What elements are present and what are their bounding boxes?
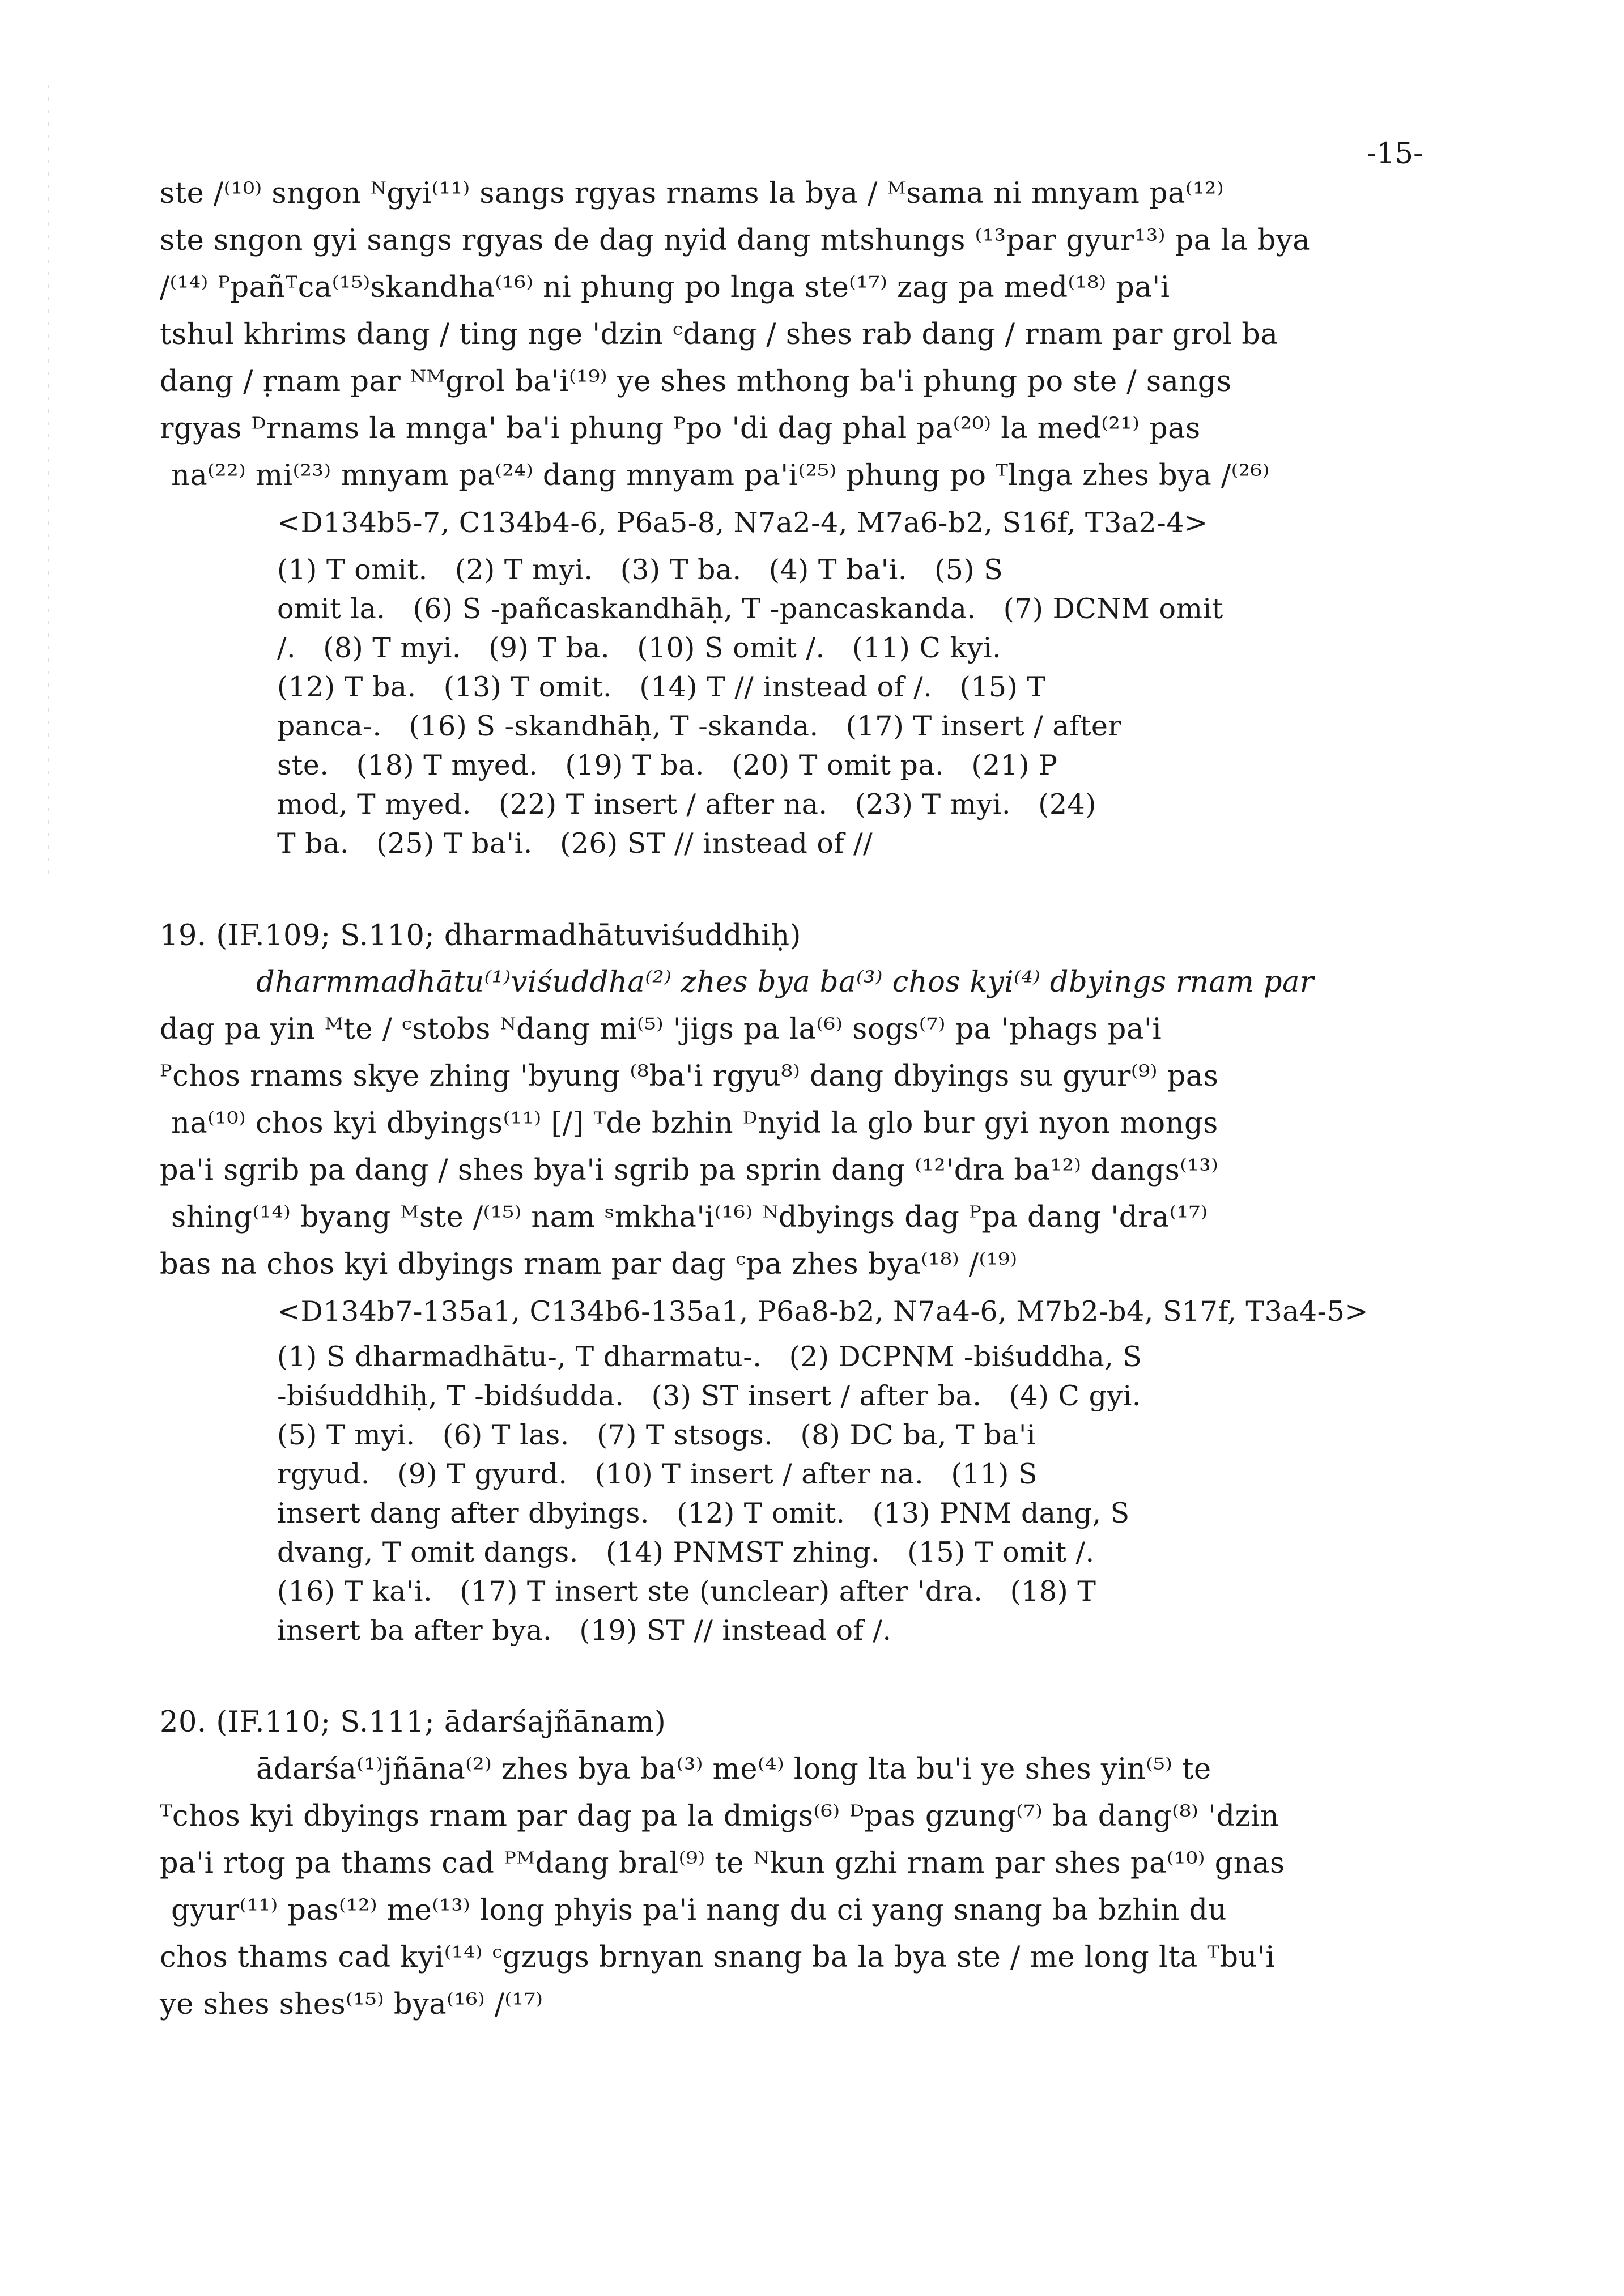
source-references: <D134b7-135a1, C134b6-135a1, P6a8-b2, N7a4-6, M7b2-b4, S17f, T3a4-5> bbox=[277, 1295, 1368, 1328]
text-line: chos thams cad kyi⁽¹⁴⁾ ᶜgzugs brnyan snang ba la bya ste / me long lta ᵀbu'i bbox=[160, 1941, 1276, 1974]
text-line: na⁽¹⁰⁾ chos kyi dbyings⁽¹¹⁾ [/] ᵀde bzhin ᴰnyid la glo bur gyi nyon mongs bbox=[171, 1107, 1218, 1140]
text-line: shing⁽¹⁴⁾ byang ᴹste /⁽¹⁵⁾ nam ˢmkha'i⁽¹⁶⁾ ᴺdbyings dag ᴾpa dang 'dra⁽¹⁷⁾ bbox=[171, 1201, 1208, 1234]
text-line: dharmmadhātu⁽¹⁾viśuddha⁽²⁾ zhes bya ba⁽³⁾ chos kyi⁽⁴⁾ dbyings rnam par bbox=[256, 966, 1314, 999]
text-line: tshul khrims dang / ting nge 'dzin ᶜdang / shes rab dang / rnam par grol ba bbox=[160, 318, 1278, 351]
text-line: ye shes shes⁽¹⁵⁾ bya⁽¹⁶⁾ /⁽¹⁷⁾ bbox=[160, 1988, 543, 2021]
footnote-line: rgyud. (9) T gyurd. (10) T insert / after na. (11) S bbox=[277, 1458, 1038, 1490]
footnote-line: T ba. (25) T ba'i. (26) ST // instead of // bbox=[277, 827, 873, 860]
text-line: ādarśa⁽¹⁾jñāna⁽²⁾ zhes bya ba⁽³⁾ me⁽⁴⁾ long lta bu'i ye shes yin⁽⁵⁾ te bbox=[256, 1753, 1211, 1786]
footnote-line: (12) T ba. (13) T omit. (14) T // instead of /. (15) T bbox=[277, 671, 1046, 703]
footnote-line: /. (8) T myi. (9) T ba. (10) S omit /. (11) C kyi. bbox=[277, 632, 1002, 664]
text-line: gyur⁽¹¹⁾ pas⁽¹²⁾ me⁽¹³⁾ long phyis pa'i nang du ci yang snang ba bzhin du bbox=[171, 1894, 1227, 1927]
text-line: ᴾchos rnams skye zhing 'byung ⁽⁸ba'i rgyu⁸⁾ dang dbyings su gyur⁽⁹⁾ pas bbox=[160, 1060, 1219, 1093]
source-references: <D134b5-7, C134b4-6, P6a5-8, N7a2-4, M7a6-b2, S16f, T3a2-4> bbox=[277, 507, 1208, 539]
page-number: -15- bbox=[1367, 137, 1423, 171]
text-line: /⁽¹⁴⁾ ᴾpañᵀca⁽¹⁵⁾skandha⁽¹⁶⁾ ni phung po lnga ste⁽¹⁷⁾ zag pa med⁽¹⁸⁾ pa'i bbox=[160, 271, 1170, 304]
footnote-line: mod, T myed. (22) T insert / after na. (23) T myi. (24) bbox=[277, 788, 1096, 820]
footnote-line: omit la. (6) S -pañcaskandhāḥ, T -pancaskanda. (7) DCNM omit bbox=[277, 593, 1223, 625]
section-heading: 19. (IF.109; S.110; dharmadhātuviśuddhiḥ) bbox=[160, 919, 801, 953]
scan-edge-marks bbox=[48, 85, 49, 878]
section-heading: 20. (IF.110; S.111; ādarśajñānam) bbox=[160, 1706, 666, 1739]
text-line: rgyas ᴰrnams la mnga' ba'i phung ᴾpo 'di dag phal pa⁽²⁰⁾ la med⁽²¹⁾ pas bbox=[160, 412, 1201, 445]
text-line: dag pa yin ᴹte / ᶜstobs ᴺdang mi⁽⁵⁾ 'jigs pa la⁽⁶⁾ sogs⁽⁷⁾ pa 'phags pa'i bbox=[160, 1013, 1162, 1046]
text-line: pa'i sgrib pa dang / shes bya'i sgrib pa sprin dang ⁽¹²'dra ba¹²⁾ dangs⁽¹³⁾ bbox=[160, 1154, 1219, 1187]
footnote-line: dvang, T omit dangs. (14) PNMST zhing. (15) T omit /. bbox=[277, 1536, 1095, 1568]
footnote-line: panca-. (16) S -skandhāḥ, T -skanda. (17) T insert / after bbox=[277, 710, 1122, 742]
text-line: pa'i rtog pa thams cad ᴾᴹdang bral⁽⁹⁾ te ᴺkun gzhi rnam par shes pa⁽¹⁰⁾ gnas bbox=[160, 1847, 1285, 1880]
text-line: ᵀchos kyi dbyings rnam par dag pa la dmigs⁽⁶⁾ ᴰpas gzung⁽⁷⁾ ba dang⁽⁸⁾ 'dzin bbox=[160, 1800, 1279, 1833]
text-line: dang / ṛnam par ᴺᴹgrol ba'i⁽¹⁹⁾ ye shes mthong ba'i phung po ste / sangs bbox=[160, 365, 1232, 398]
footnote-line: ste. (18) T myed. (19) T ba. (20) T omit pa. (21) P bbox=[277, 749, 1058, 781]
footnote-line: (16) T ka'i. (17) T insert ste (unclear) after 'dra. (18) T bbox=[277, 1575, 1096, 1608]
footnote-line: (1) S dharmadhātu-, T dharmatu-. (2) DCPNM -biśuddha, S bbox=[277, 1341, 1142, 1373]
text-line: bas na chos kyi dbyings rnam par dag ᶜpa zhes bya⁽¹⁸⁾ /⁽¹⁹⁾ bbox=[160, 1248, 1018, 1281]
footnote-line: (5) T myi. (6) T las. (7) T stsogs. (8) DC ba, T ba'i bbox=[277, 1419, 1036, 1451]
footnote-line: (1) T omit. (2) T myi. (3) T ba. (4) T ba'i. (5) S bbox=[277, 554, 1004, 586]
footnote-line: insert dang after dbyings. (12) T omit. (13) PNM dang, S bbox=[277, 1497, 1130, 1529]
text-line: ste /⁽¹⁰⁾ sngon ᴺgyi⁽¹¹⁾ sangs rgyas rnams la bya / ᴹsama ni mnyam pa⁽¹²⁾ bbox=[160, 177, 1225, 210]
text-line: na⁽²²⁾ mi⁽²³⁾ mnyam pa⁽²⁴⁾ dang mnyam pa'i⁽²⁵⁾ phung po ᵀlnga zhes bya /⁽²⁶⁾ bbox=[171, 459, 1270, 492]
text-line: ste sngon gyi sangs rgyas de dag nyid dang mtshungs ⁽¹³par gyur¹³⁾ pa la bya bbox=[160, 224, 1311, 257]
footnote-line: insert ba after bya. (19) ST // instead of /. bbox=[277, 1614, 892, 1647]
footnote-line: -biśuddhiḥ, T -bidśudda. (3) ST insert / after ba. (4) C gyi. bbox=[277, 1380, 1141, 1412]
